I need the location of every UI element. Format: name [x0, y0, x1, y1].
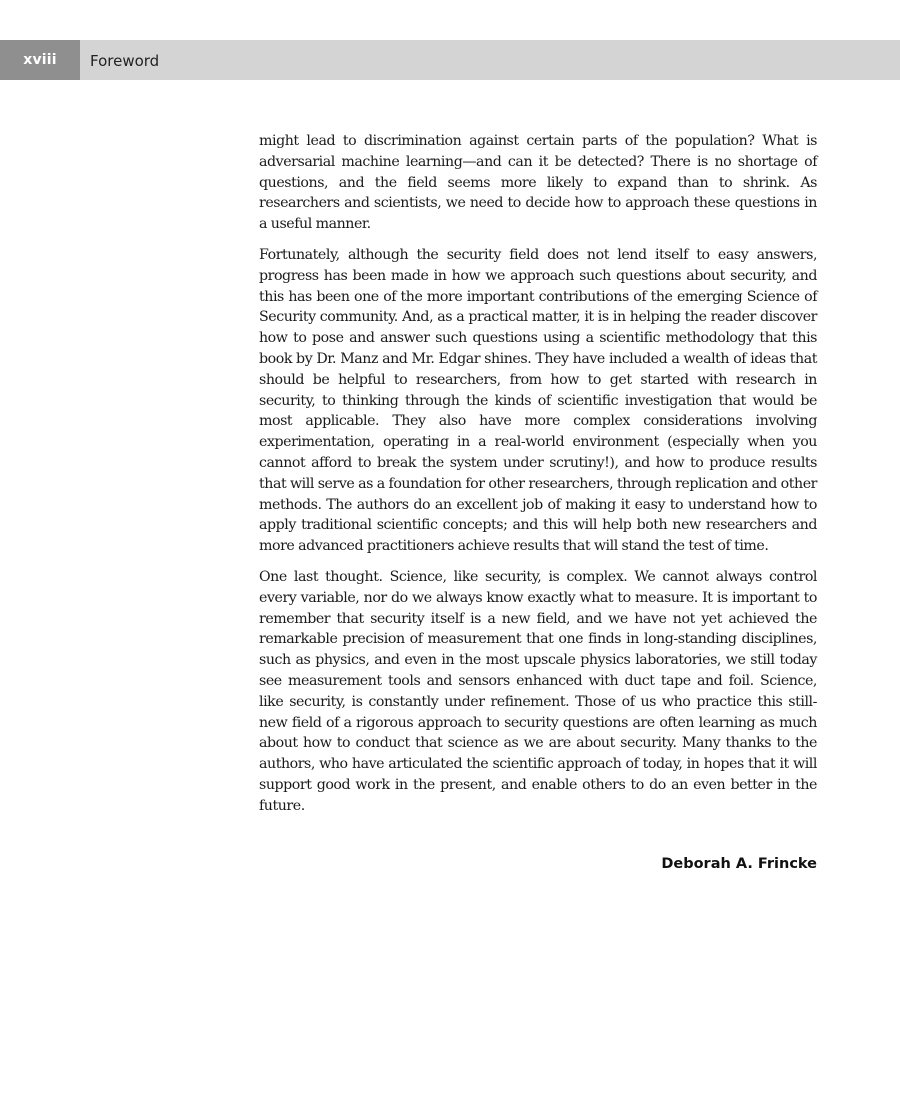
paragraph: One last thought. Science, like security, is complex. We cannot always control every variable, nor do we always know exactly what to measure. It is important to remember that security itself is a new field, and we have not yet achieved the remarkable precision of measurement that one finds in long-standing disciplines, such as physics, and even in the most upscale physics laboratories, we still today see measurement tools and sensors enhanced with duct tape and foil. Science, like security, is constantly under refinement. Those of us who practice this still-new field of a rigorous approach to security questions are often learning as much about how to conduct that science as we are about security. Many thanks to the authors, who have articulated the scientific approach of today, in hopes that it will support good work in the present, and enable others to do an even better in the future. — [259, 568, 817, 814]
paragraph: might lead to discrimination against certain parts of the population? What is adversarial machine learning—and can it be detected? There is no shortage of questions, and the field seems more likely to expand than to shrink. As researchers and scientists, we need to decide how to approach these questions in a useful manner. — [259, 133, 817, 233]
page-number: xviii — [23, 52, 57, 68]
author-signature: Deborah A. Frincke — [661, 856, 817, 872]
foreword-body — [259, 131, 817, 827]
paragraph: Fortunately, although the security field does not lend itself to easy answers, progress has been made in how we approach such questions about security, and this has been one of the more important contributions of the emerging Science of Security community. And, as a practical matter, it is in helping the reader discover how to pose and answer such questions using a scientific methodology that this book by Dr. Manz and Mr. Edgar shines. They have included a wealth of ideas that should be helpful to researchers, from how to get started with research in security, to thinking through the kinds of scientific investigation that would be most applicable. They also have more complex considerations involving experimentation, operating in a real-world environment (especially when you cannot afford to break the system under scrutiny!), and how to produce results that will serve as a foundation for other researchers, through replication and other methods. The authors do an excellent job of making it easy to understand how to apply traditional scientific concepts; and this will help both new researchers and more advanced practitioners achieve results that will stand the test of time. — [259, 246, 817, 555]
section-title: Foreword — [90, 52, 160, 70]
page-number-box — [0, 40, 80, 80]
running-header — [0, 40, 900, 80]
